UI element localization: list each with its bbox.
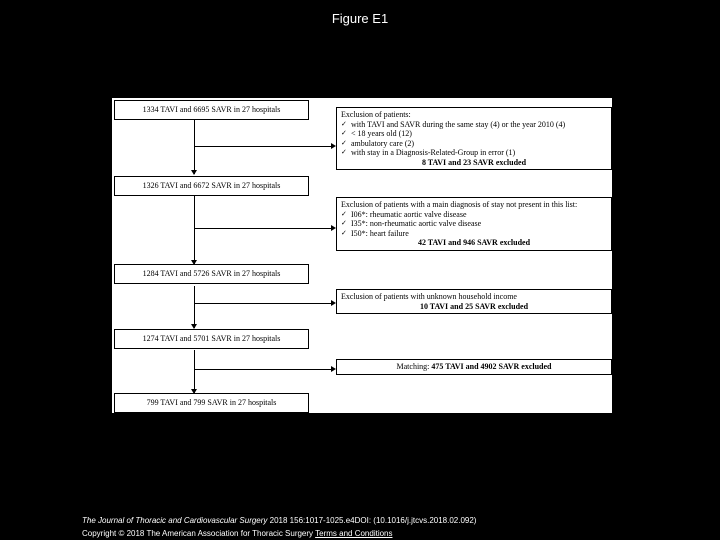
- exclusion-heading: Exclusion of patients with unknown household income: [341, 292, 517, 301]
- exclusion-item: [341, 229, 607, 239]
- exclusion-branch: [194, 146, 334, 147]
- copyright-text: Copyright © 2018 The American Association for Thoracic Surgery: [82, 529, 314, 538]
- footer: [82, 514, 476, 540]
- check-icon: ✓: [341, 119, 347, 128]
- exclusion-item-text: I06*: rheumatic aortic valve disease: [351, 209, 467, 219]
- exclusion-item: [341, 210, 607, 220]
- exclusion-box-1: [336, 107, 612, 170]
- citation-text: 2018 156:1017-1025.e4DOI: (10.1016/j.jtcvs.2018.02.092): [269, 516, 477, 525]
- flow-connector: [194, 350, 195, 393]
- cohort-box-step-3: 1284 TAVI and 5726 SAVR in 27 hospitals: [114, 264, 309, 284]
- exclusion-item: [341, 139, 607, 149]
- exclusion-item: [341, 219, 607, 229]
- exclusion-summary: 8 TAVI and 23 SAVR excluded: [421, 157, 527, 167]
- terms-link[interactable]: Terms and Conditions: [315, 529, 393, 538]
- exclusion-item: [341, 129, 607, 139]
- cohort-box-step-2: 1326 TAVI and 6672 SAVR in 27 hospitals: [114, 176, 309, 196]
- exclusion-box-4: [336, 359, 612, 375]
- flowchart: [112, 98, 612, 413]
- cohort-box-step-4: 1274 TAVI and 5701 SAVR in 27 hospitals: [114, 329, 309, 349]
- exclusion-item-text: with stay in a Diagnosis-Related-Group in error (1): [351, 148, 516, 157]
- check-icon: ✓: [341, 148, 347, 156]
- exclusion-item-text: < 18 years old (12): [351, 129, 412, 138]
- flow-connector: [194, 120, 195, 174]
- arrow-head-down: [191, 170, 197, 175]
- check-icon: ✓: [341, 209, 347, 218]
- copyright-line: [82, 527, 476, 540]
- exclusion-item-text: with TAVI and SAVR during the same stay (4) or the year 2010 (4): [351, 119, 566, 129]
- exclusion-heading: Exclusion of patients with a main diagnosis of stay not present in this list:: [341, 200, 578, 209]
- exclusion-heading: Matching:: [396, 362, 430, 371]
- journal-name: The Journal of Thoracic and Cardiovascular Surgery: [82, 516, 268, 525]
- exclusion-summary: 10 TAVI and 25 SAVR excluded: [419, 301, 529, 311]
- cohort-box-final: 799 TAVI and 799 SAVR in 27 hospitals: [114, 393, 309, 413]
- exclusion-summary: 475 TAVI and 4902 SAVR excluded: [431, 362, 552, 371]
- exclusion-branch: [194, 369, 334, 370]
- exclusion-heading: Exclusion of patients:: [341, 110, 411, 119]
- check-icon: ✓: [341, 228, 347, 237]
- exclusion-box-2: [336, 197, 612, 251]
- flow-connector: [194, 196, 195, 264]
- check-icon: ✓: [341, 129, 347, 137]
- citation-line: [82, 514, 476, 527]
- flow-connector: [194, 286, 195, 328]
- figure-title: Figure E1: [331, 11, 389, 26]
- exclusion-item-text: I50*: heart failure: [351, 228, 409, 238]
- check-icon: ✓: [341, 219, 347, 227]
- exclusion-branch: [194, 228, 334, 229]
- exclusion-summary: 42 TAVI and 946 SAVR excluded: [417, 238, 531, 247]
- matching-line: [341, 362, 607, 372]
- exclusion-branch: [194, 303, 334, 304]
- exclusion-item-text: ambulatory care (2): [351, 138, 415, 148]
- check-icon: ✓: [341, 138, 347, 147]
- exclusion-item: [341, 148, 607, 158]
- exclusion-box-3: [336, 289, 612, 314]
- cohort-box-initial: 1334 TAVI and 6695 SAVR in 27 hospitals: [114, 100, 309, 120]
- exclusion-item: [341, 120, 607, 130]
- exclusion-item-text: I35*: non-rheumatic aortic valve disease: [351, 219, 482, 228]
